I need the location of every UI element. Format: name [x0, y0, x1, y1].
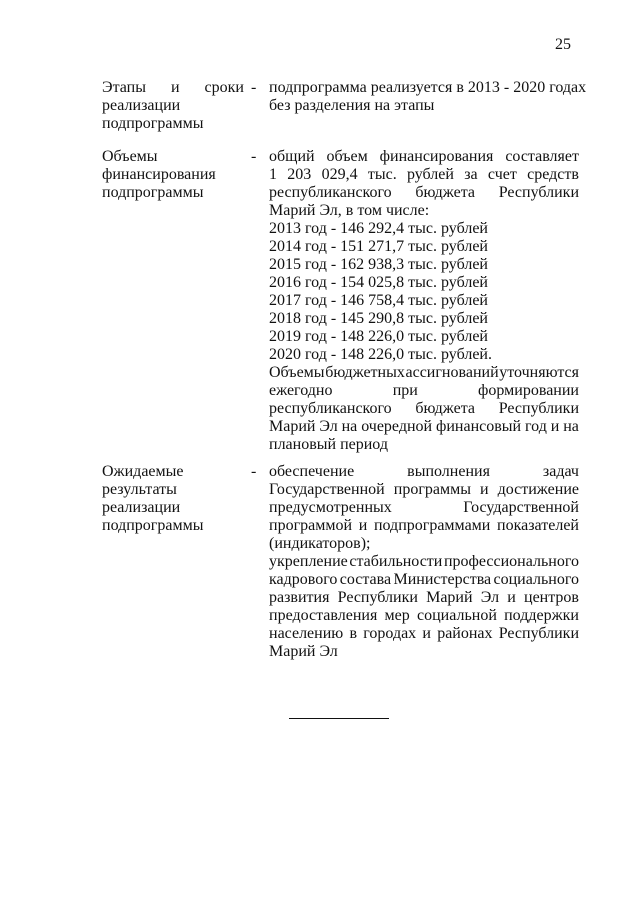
- funding-year-line: 2015 год - 162 938,3 тыс. рублей: [269, 256, 488, 273]
- word: Республики: [337, 589, 418, 606]
- word: республиканского: [269, 184, 392, 201]
- label-line: подпрограммы: [102, 115, 204, 132]
- word: 203: [287, 166, 312, 183]
- label-line: реализации: [102, 97, 181, 114]
- word: программы: [393, 481, 471, 498]
- label-line: финансирования: [102, 166, 216, 183]
- funding-year-line: 2018 год - 145 290,8 тыс. рублей: [269, 310, 488, 327]
- word: показателей: [497, 517, 579, 534]
- word: выполнения: [407, 463, 490, 480]
- row-dash: -: [251, 463, 257, 480]
- word: мер: [384, 607, 410, 624]
- word: счет: [487, 166, 517, 183]
- word: на: [341, 418, 358, 435]
- word: поддержки: [504, 607, 579, 624]
- row-content: [269, 148, 579, 454]
- word: состава: [339, 571, 392, 588]
- content-line: [269, 517, 579, 535]
- content-line: без разделения на этапы: [269, 97, 435, 114]
- word: Эл: [480, 589, 500, 606]
- word: кадрового: [269, 571, 338, 588]
- row-label: [102, 148, 244, 202]
- word: уточняются: [499, 364, 579, 381]
- word: Марий: [269, 418, 316, 435]
- content-line: [269, 463, 579, 481]
- content-line: (индикаторов);: [269, 535, 371, 552]
- word: год: [525, 418, 547, 435]
- word: и: [480, 481, 489, 498]
- word: 029,4: [321, 166, 358, 183]
- funding-year-line: 2013 год - 146 292,4 тыс. рублей: [269, 220, 488, 237]
- word: Эл: [319, 418, 338, 435]
- content-line: [269, 481, 579, 499]
- row-label: [102, 79, 244, 133]
- content-line: плановый период: [269, 436, 388, 453]
- label-line: реализации: [102, 499, 181, 516]
- word: средств: [527, 166, 579, 183]
- word: Марий: [426, 589, 473, 606]
- content-line: [269, 589, 579, 607]
- word: и: [358, 517, 368, 534]
- word: городах: [363, 625, 417, 642]
- word: финансовый: [435, 418, 522, 435]
- content-line: [269, 364, 579, 382]
- label-line-1: Этапы и сроки: [102, 79, 244, 96]
- word: социальной: [417, 607, 497, 624]
- content-line: [269, 148, 579, 166]
- content-line: [269, 418, 579, 436]
- content-line: [269, 607, 579, 625]
- word: Республики: [498, 184, 579, 201]
- label-line: подпрограммы: [102, 184, 204, 201]
- word: бюджета: [415, 400, 476, 417]
- funding-year-line: 2016 год - 154 025,8 тыс. рублей: [269, 274, 488, 291]
- content-line: [269, 499, 579, 517]
- word: за: [464, 166, 478, 183]
- word: укрепление: [269, 553, 348, 570]
- word: в: [349, 625, 358, 642]
- word: Государственной: [269, 481, 385, 498]
- content-line: подпрограмма реализуется в 2013 - 2020 годах: [269, 79, 587, 96]
- word: программой: [269, 517, 353, 534]
- word: обеспечение: [269, 463, 355, 480]
- word: социального: [493, 571, 579, 588]
- word: и: [550, 418, 560, 435]
- row-dash: -: [251, 79, 257, 96]
- label-line: Объемы: [102, 148, 158, 165]
- word: и: [507, 589, 516, 606]
- content-line: [269, 184, 579, 202]
- content-line: [269, 625, 579, 643]
- content-line: [269, 166, 579, 184]
- word: при: [392, 382, 418, 399]
- content-line: [269, 571, 579, 589]
- word: 1: [269, 166, 277, 183]
- word: ежегодно: [269, 382, 333, 399]
- label-line: результаты: [102, 481, 177, 498]
- content-line: [269, 400, 579, 418]
- word: общий: [269, 148, 315, 165]
- funding-year-line: 2020 год - 148 226,0 тыс. рублей.: [269, 346, 492, 363]
- row-content: [269, 463, 579, 661]
- word: ассигнований: [405, 364, 499, 381]
- label-line: подпрограммы: [102, 517, 204, 534]
- word: развития: [269, 589, 330, 606]
- content-line: Марий Эл, в том числе:: [269, 202, 430, 219]
- word: республиканского: [269, 400, 392, 417]
- word: Государственной: [463, 499, 579, 516]
- word: на: [563, 418, 579, 435]
- funding-year-line: 2017 год - 146 758,4 тыс. рублей: [269, 292, 488, 309]
- funding-year-line: 2019 год - 148 226,0 тыс. рублей: [269, 328, 488, 345]
- word: районах: [437, 625, 493, 642]
- word: профессионального: [443, 553, 579, 570]
- funding-year-line: 2014 год - 151 271,7 тыс. рублей: [269, 238, 488, 255]
- row-content: [269, 79, 587, 115]
- word: формировании: [478, 382, 579, 399]
- word: задач: [542, 463, 579, 480]
- word: предусмотренных: [269, 499, 392, 516]
- content-line: [269, 382, 579, 400]
- word: Республики: [498, 400, 579, 417]
- word: финансирования: [379, 148, 494, 165]
- word: объем: [326, 148, 368, 165]
- word: бюджета: [415, 184, 476, 201]
- row-label: [102, 463, 244, 535]
- end-of-section-rule: [289, 718, 389, 719]
- word: предоставления: [269, 607, 378, 624]
- label-line: Ожидаемые: [102, 463, 184, 480]
- page-number: 25: [555, 36, 571, 53]
- word: бюджетных: [325, 364, 405, 381]
- word: Министерства: [393, 571, 492, 588]
- word: стабильности: [349, 553, 443, 570]
- word: центров: [524, 589, 579, 606]
- word: подпрограммами: [373, 517, 491, 534]
- content-line: [269, 553, 579, 571]
- word: Республики: [498, 625, 579, 642]
- content-line: Марий Эл: [269, 643, 338, 660]
- word: достижение: [497, 481, 579, 498]
- word: рублей: [406, 166, 454, 183]
- word: населению: [269, 625, 344, 642]
- row-dash: -: [251, 148, 257, 165]
- word: составляет: [505, 148, 579, 165]
- word: и: [422, 625, 431, 642]
- word: Объемы: [269, 364, 325, 381]
- word: очередной: [361, 418, 433, 435]
- word: тыс.: [367, 166, 397, 183]
